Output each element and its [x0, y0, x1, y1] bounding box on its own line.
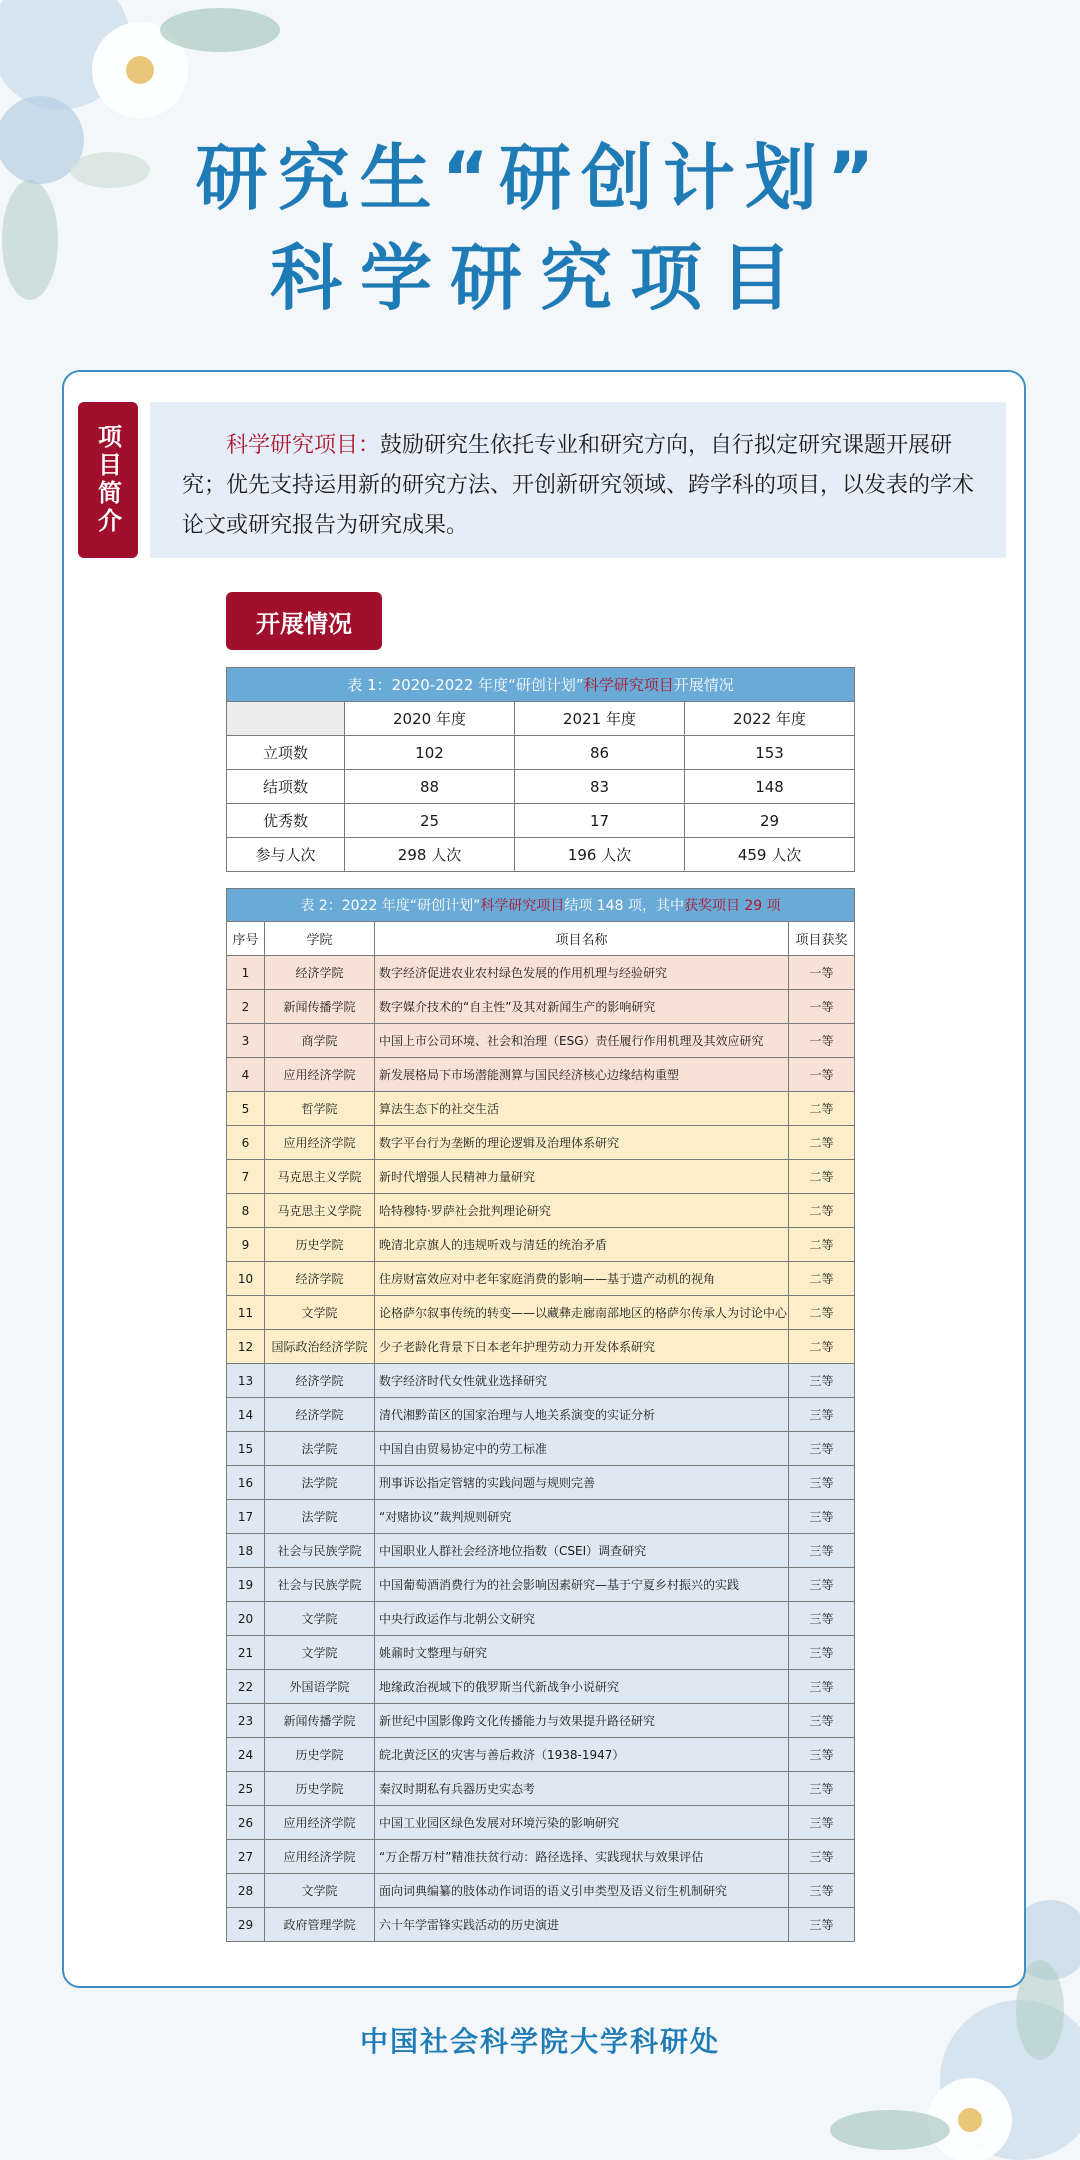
row-award: 一等	[789, 990, 855, 1024]
row-project-name: 清代湘黔苗区的国家治理与人地关系演变的实证分析	[375, 1398, 789, 1432]
row-school: 经济学院	[265, 956, 375, 990]
row-index: 17	[227, 1500, 265, 1534]
row-project-name: 秦汉时期私有兵器历史实态考	[375, 1772, 789, 1806]
row-school: 应用经济学院	[265, 1840, 375, 1874]
intro-tab: 项目简介	[78, 402, 138, 558]
row-index: 21	[227, 1636, 265, 1670]
intro-body: 鼓励研究生依托专业和研究方向，自行拟定研究课题开展研究；优先支持运用新的研究方法、开创新研究领域、跨学科的项目，以发表的学术论文或研究报告为研究成果。	[182, 433, 975, 538]
row-school: 国际政治经济学院	[265, 1330, 375, 1364]
row-project-name: 算法生态下的社交生活	[375, 1092, 789, 1126]
row-school: 法学院	[265, 1500, 375, 1534]
row-award: 三等	[789, 1840, 855, 1874]
table-row	[227, 1840, 855, 1874]
row-school: 法学院	[265, 1432, 375, 1466]
row-award: 三等	[789, 1738, 855, 1772]
row-project-name: 地缘政治视域下的俄罗斯当代新战争小说研究	[375, 1670, 789, 1704]
table-row	[227, 1364, 855, 1398]
row-school: 马克思主义学院	[265, 1160, 375, 1194]
table-2	[226, 888, 855, 1942]
table-2-header-row: 序号 学院 项目名称 项目获奖	[227, 922, 855, 956]
table-row	[227, 1194, 855, 1228]
row-index: 5	[227, 1092, 265, 1126]
table-row	[227, 1568, 855, 1602]
table-2-caption: 表 2：2022 年度“研创计划”科学研究项目结项 148 项，其中获奖项目 29 项	[227, 889, 855, 922]
table-row	[227, 1704, 855, 1738]
row-award: 三等	[789, 1602, 855, 1636]
row-award: 三等	[789, 1534, 855, 1568]
row-award: 二等	[789, 1160, 855, 1194]
row-school: 文学院	[265, 1874, 375, 1908]
table-row: 立项数 102 86 153	[227, 736, 855, 770]
table-row	[227, 990, 855, 1024]
row-school: 历史学院	[265, 1228, 375, 1262]
table-1-header-row: 2020 年度 2021 年度 2022 年度	[227, 702, 855, 736]
row-school: 历史学院	[265, 1738, 375, 1772]
row-school: 应用经济学院	[265, 1126, 375, 1160]
intro-text	[150, 402, 1006, 558]
row-school: 文学院	[265, 1636, 375, 1670]
row-school: 外国语学院	[265, 1670, 375, 1704]
row-award: 三等	[789, 1500, 855, 1534]
table-row	[227, 1874, 855, 1908]
row-index: 20	[227, 1602, 265, 1636]
row-project-name: 新时代增强人民精神力量研究	[375, 1160, 789, 1194]
row-school: 新闻传播学院	[265, 990, 375, 1024]
row-school: 政府管理学院	[265, 1908, 375, 1942]
row-school: 历史学院	[265, 1772, 375, 1806]
intro-label: 科学研究项目：	[226, 433, 381, 458]
table-row	[227, 1126, 855, 1160]
row-school: 社会与民族学院	[265, 1534, 375, 1568]
row-project-name: 中国工业园区绿色发展对环境污染的影响研究	[375, 1806, 789, 1840]
row-project-name: 皖北黄泛区的灾害与善后救济（1938-1947）	[375, 1738, 789, 1772]
table-row: 优秀数 25 17 29	[227, 804, 855, 838]
table-row	[227, 1092, 855, 1126]
row-project-name: 中央行政运作与北朝公文研究	[375, 1602, 789, 1636]
row-award: 一等	[789, 1024, 855, 1058]
footer-org: 中国社会科学院大学科研处	[359, 2025, 720, 2058]
table-row: 结项数 88 83 148	[227, 770, 855, 804]
page-title-line1: 研究生“研创计划”	[195, 136, 885, 220]
table-row	[227, 1024, 855, 1058]
row-award: 三等	[789, 1432, 855, 1466]
row-project-name: 数字经济时代女性就业选择研究	[375, 1364, 789, 1398]
row-project-name: 中国职业人群社会经济地位指数（CSEI）调查研究	[375, 1534, 789, 1568]
row-project-name: 数字平台行为垄断的理论逻辑及治理体系研究	[375, 1126, 789, 1160]
row-award: 一等	[789, 956, 855, 990]
row-index: 18	[227, 1534, 265, 1568]
row-award: 三等	[789, 1670, 855, 1704]
row-award: 三等	[789, 1568, 855, 1602]
table-row	[227, 956, 855, 990]
row-award: 三等	[789, 1398, 855, 1432]
table-row	[227, 1398, 855, 1432]
row-award: 三等	[789, 1874, 855, 1908]
row-school: 社会与民族学院	[265, 1568, 375, 1602]
row-index: 2	[227, 990, 265, 1024]
page-title-line2: 科学研究项目	[269, 236, 810, 320]
row-index: 10	[227, 1262, 265, 1296]
row-school: 法学院	[265, 1466, 375, 1500]
row-project-name: 晚清北京旗人的违规听戏与清廷的统治矛盾	[375, 1228, 789, 1262]
row-index: 19	[227, 1568, 265, 1602]
table-row	[227, 1500, 855, 1534]
table-row	[227, 1330, 855, 1364]
table-row	[227, 1262, 855, 1296]
table-row	[227, 1296, 855, 1330]
row-index: 13	[227, 1364, 265, 1398]
row-school: 文学院	[265, 1296, 375, 1330]
row-project-name: 姚鼐时文整理与研究	[375, 1636, 789, 1670]
table-row	[227, 1160, 855, 1194]
row-index: 1	[227, 956, 265, 990]
row-index: 7	[227, 1160, 265, 1194]
table-row: 参与人次 298 人次 196 人次 459 人次	[227, 838, 855, 872]
row-index: 6	[227, 1126, 265, 1160]
row-project-name: 六十年学雷锋实践活动的历史演进	[375, 1908, 789, 1942]
row-index: 15	[227, 1432, 265, 1466]
row-project-name: 面向词典编纂的肢体动作词语的语义引申类型及语义衍生机制研究	[375, 1874, 789, 1908]
row-index: 26	[227, 1806, 265, 1840]
row-award: 二等	[789, 1330, 855, 1364]
row-index: 8	[227, 1194, 265, 1228]
row-school: 新闻传播学院	[265, 1704, 375, 1738]
row-school: 经济学院	[265, 1364, 375, 1398]
row-school: 文学院	[265, 1602, 375, 1636]
row-index: 29	[227, 1908, 265, 1942]
table-row	[227, 1908, 855, 1942]
row-school: 经济学院	[265, 1398, 375, 1432]
row-award: 三等	[789, 1636, 855, 1670]
row-project-name: “万企帮万村”精准扶贫行动：路径选择、实践现状与效果评估	[375, 1840, 789, 1874]
table-1	[226, 667, 855, 872]
row-project-name: 少子老龄化背景下日本老年护理劳动力开发体系研究	[375, 1330, 789, 1364]
row-school: 应用经济学院	[265, 1806, 375, 1840]
row-project-name: 中国自由贸易协定中的劳工标准	[375, 1432, 789, 1466]
table-row	[227, 1432, 855, 1466]
row-index: 23	[227, 1704, 265, 1738]
row-project-name: 数字媒介技术的“自主性”及其对新闻生产的影响研究	[375, 990, 789, 1024]
row-award: 一等	[789, 1058, 855, 1092]
row-project-name: 数字经济促进农业农村绿色发展的作用机理与经验研究	[375, 956, 789, 990]
row-school: 经济学院	[265, 1262, 375, 1296]
table-row	[227, 1670, 855, 1704]
row-project-name: 中国上市公司环境、社会和治理（ESG）责任履行作用机理及其效应研究	[375, 1024, 789, 1058]
row-index: 11	[227, 1296, 265, 1330]
table-row	[227, 1466, 855, 1500]
row-project-name: 新世纪中国影像跨文化传播能力与效果提升路径研究	[375, 1704, 789, 1738]
row-award: 二等	[789, 1126, 855, 1160]
table-row	[227, 1806, 855, 1840]
row-award: 二等	[789, 1194, 855, 1228]
row-index: 24	[227, 1738, 265, 1772]
table-row	[227, 1772, 855, 1806]
row-award: 三等	[789, 1364, 855, 1398]
table-row	[227, 1058, 855, 1092]
table-1-caption: 表 1：2020-2022 年度“研创计划”科学研究项目开展情况	[227, 668, 855, 702]
row-award: 二等	[789, 1296, 855, 1330]
row-project-name: 新发展格局下市场潜能测算与国民经济核心边缘结构重塑	[375, 1058, 789, 1092]
row-award: 二等	[789, 1092, 855, 1126]
row-school: 应用经济学院	[265, 1058, 375, 1092]
table-row	[227, 1228, 855, 1262]
row-index: 9	[227, 1228, 265, 1262]
row-index: 25	[227, 1772, 265, 1806]
row-award: 三等	[789, 1908, 855, 1942]
row-index: 12	[227, 1330, 265, 1364]
row-award: 二等	[789, 1262, 855, 1296]
table-row	[227, 1738, 855, 1772]
row-index: 16	[227, 1466, 265, 1500]
row-project-name: 住房财富效应对中老年家庭消费的影响——基于遗产动机的视角	[375, 1262, 789, 1296]
row-school: 哲学院	[265, 1092, 375, 1126]
row-index: 28	[227, 1874, 265, 1908]
row-index: 27	[227, 1840, 265, 1874]
row-school: 马克思主义学院	[265, 1194, 375, 1228]
table-row	[227, 1636, 855, 1670]
row-index: 4	[227, 1058, 265, 1092]
row-project-name: “对赌协议”裁判规则研究	[375, 1500, 789, 1534]
section-heading-button: 开展情况	[226, 592, 382, 650]
row-project-name: 论格萨尔叙事传统的转变——以藏彝走廊南部地区的格萨尔传承人为讨论中心	[375, 1296, 789, 1330]
row-award: 二等	[789, 1228, 855, 1262]
row-award: 三等	[789, 1806, 855, 1840]
row-school: 商学院	[265, 1024, 375, 1058]
row-project-name: 哈特穆特·罗萨社会批判理论研究	[375, 1194, 789, 1228]
row-index: 22	[227, 1670, 265, 1704]
row-index: 3	[227, 1024, 265, 1058]
table-row	[227, 1534, 855, 1568]
row-project-name: 中国葡萄酒消费行为的社会影响因素研究—基于宁夏乡村振兴的实践	[375, 1568, 789, 1602]
row-project-name: 刑事诉讼指定管辖的实践问题与规则完善	[375, 1466, 789, 1500]
row-award: 三等	[789, 1466, 855, 1500]
table-row	[227, 1602, 855, 1636]
row-index: 14	[227, 1398, 265, 1432]
row-award: 三等	[789, 1772, 855, 1806]
row-award: 三等	[789, 1704, 855, 1738]
